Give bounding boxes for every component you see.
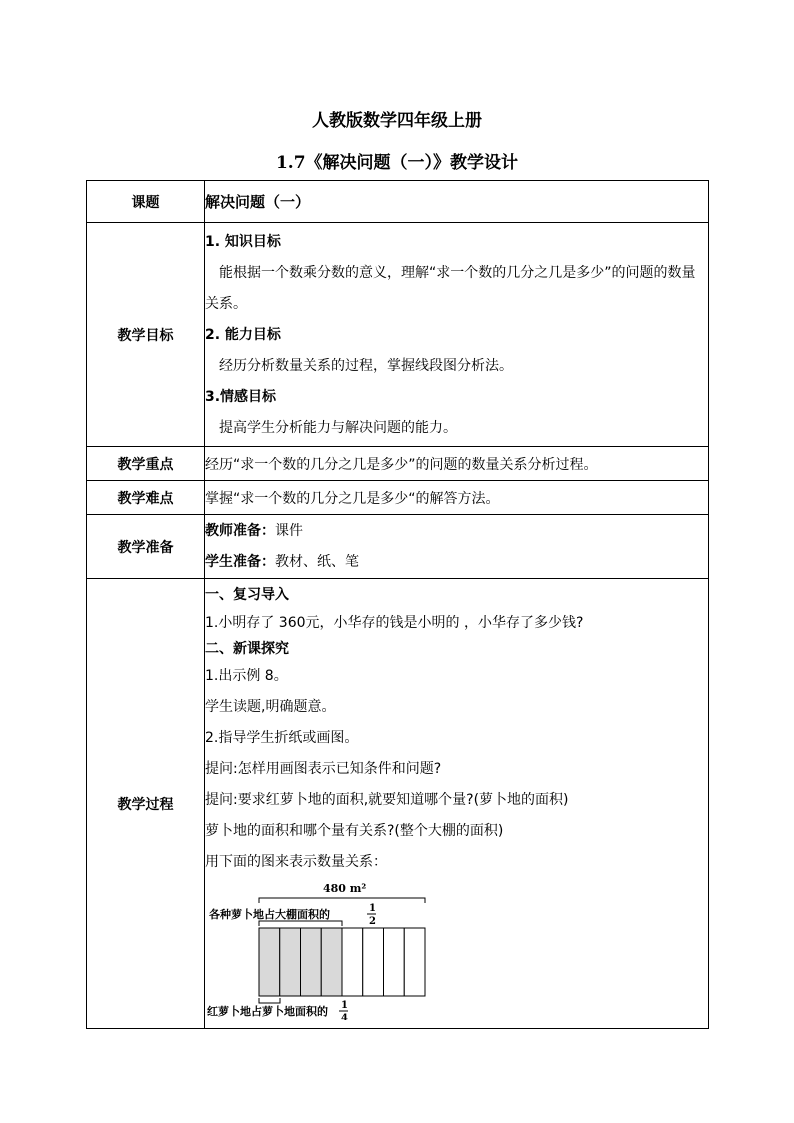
label-key-point: 教学重点: [87, 447, 205, 481]
red-radish-frac-den: 4: [341, 1013, 348, 1020]
value-goals: [205, 223, 709, 447]
label-goals: 教学目标: [87, 223, 205, 447]
total-area-label: 480 m²: [323, 882, 367, 895]
label-preparation: 教学准备: [87, 515, 205, 579]
empty-cell: [342, 928, 363, 996]
total-brace: [259, 898, 425, 903]
student-prep-label: 学生准备：: [205, 553, 275, 570]
value-process: [205, 579, 709, 1029]
ability-goal-text: 经历分析数量关系的过程，掌握线段图分析法。: [219, 358, 513, 374]
value-key-point: 经历“求一个数的几分之几是多少”的问题的数量关系分析过程。: [205, 447, 709, 481]
student-prep-value: 教材、纸、笔: [275, 553, 359, 570]
process-line-1: 1.小明存了 360元，小华存的钱是小明的 ，小华存了多少钱?: [205, 615, 584, 631]
value-topic: 解决问题（一）: [205, 181, 709, 223]
ability-goal-title: 2. 能力目标: [205, 327, 281, 343]
process-line-6: 提问:怎样用画图表示已知条件和问题?: [205, 761, 442, 777]
knowledge-goal-text: 能根据一个数乘分数的意义，理解“求一个数的几分之几是多少”的问题的数量关系。: [205, 265, 696, 312]
radish-brace: [259, 921, 342, 926]
label-process: 教学过程: [87, 579, 205, 1029]
label-difficulty: 教学难点: [87, 481, 205, 515]
area-diagram: [205, 880, 445, 1020]
teacher-prep-label: 教师准备：: [205, 522, 275, 539]
process-line-2: 二、新课探究: [205, 641, 289, 657]
emotion-goal-title: 3.情感目标: [205, 389, 277, 405]
area-rectangle: [259, 928, 425, 996]
radish-frac-den: 2: [369, 916, 376, 927]
shaded-cell: [301, 928, 322, 996]
label-topic: 课题: [87, 181, 205, 223]
row-difficulty: [87, 481, 709, 515]
process-line-8: 萝卜地的面积和哪个量有关系?(整个大棚的面积): [205, 823, 504, 839]
red-radish-brace: [259, 998, 280, 1003]
shaded-cell: [321, 928, 342, 996]
empty-cell: [404, 928, 425, 996]
shaded-cell: [280, 928, 301, 996]
row-goals: [87, 223, 709, 447]
process-line-3: 1.出示例 8。: [205, 668, 288, 684]
area-diagram-svg: [205, 880, 445, 1020]
document-subtitle: 1.7《解决问题（一）》教学设计: [275, 153, 519, 173]
process-line-5: 2.指导学生折纸或画图。: [205, 730, 359, 746]
emotion-goal-text: 提高学生分析能力与解决问题的能力。: [219, 420, 457, 436]
row-key-point: [87, 447, 709, 481]
row-process: [87, 579, 709, 1029]
red-radish-label: 红萝卜地占萝卜地面积的: [207, 1005, 328, 1018]
red-radish-frac-num: 1: [341, 1000, 348, 1011]
knowledge-goal-title: 1. 知识目标: [205, 234, 281, 250]
shaded-cell: [259, 928, 280, 996]
value-preparation: [205, 515, 709, 579]
empty-cell: [384, 928, 405, 996]
teacher-prep-value: 课件: [275, 522, 303, 539]
empty-cell: [363, 928, 384, 996]
process-line-9: 用下面的图来表示数量关系：: [205, 854, 387, 870]
radish-frac-num: 1: [369, 903, 376, 914]
process-line-7: 提问:要求红萝卜地的面积,就要知道哪个量?(萝卜地的面积): [205, 792, 569, 808]
row-preparation: [87, 515, 709, 579]
radish-share-label: 各种萝卜地占大棚面积的: [209, 908, 330, 921]
process-line-4: 学生读题,明确题意。: [205, 699, 336, 715]
process-line-0: 一、复习导入: [205, 587, 289, 603]
lesson-plan-table: [86, 180, 709, 1029]
row-topic: [87, 181, 709, 223]
value-difficulty: 掌握“求一个数的几分之几是多少“的解答方法。: [205, 481, 709, 515]
document-title: 人教版数学四年级上册: [312, 111, 482, 131]
